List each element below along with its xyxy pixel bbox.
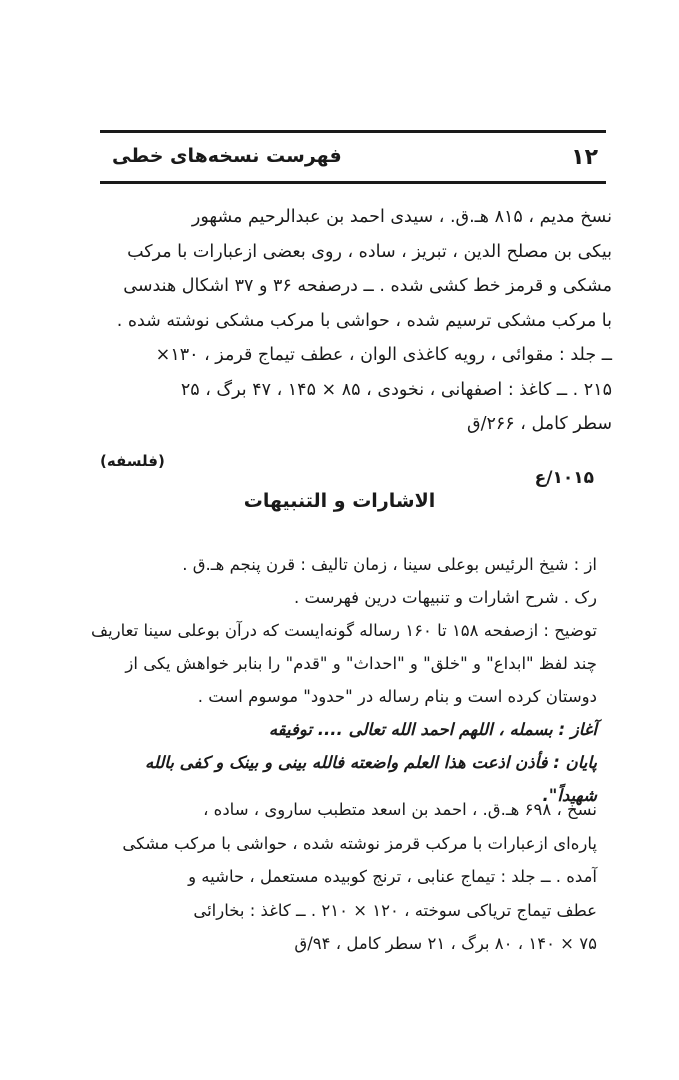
text-line: با مرکب مشکی ترسیم شده ، حواشی با مرکب مشکی نوشته شده . [116,310,612,331]
note-line: چند لفظ "ابداع" و "خلق" و "احداث" و "قدم" را بنابر خواهش یکی از [125,654,597,673]
text-line: ــ جلد : مقوائی ، رویه کاغذی الوان ، عطف تیماج قرمز ، ۱۳۰× [155,345,612,365]
author-line: از : شیخ الرئیس بوعلی سینا ، زمان تالیف : قرن پنجم هـ.ق . [182,555,597,574]
text-line: ۲۱۵ . ــ کاغذ : اصفهانی ، نخودی ، ۸۵ × ۱۴۵ ، ۴۷ برگ ، ۲۵ [180,379,612,400]
explicit-line: شهیداً". [542,786,597,805]
reference-line: رک . شرح اشارات و تنبیهات درین فهرست . [293,588,597,607]
previous-entry-continuation [100,200,612,442]
text-line: سطر کامل ، ۲۶۶/ق [467,414,612,434]
text-line: مشکی و قرمز خط کشی شده . ــ درصفحه ۳۶ و ۳۷ اشکال هندسی [123,276,612,296]
explicit-line: پایان : فأذن اذعت هذا العلم واضعته فالله بینی و بینک و کفی بالله [144,753,597,772]
text-line: عطف تیماج تریاکی سوخته ، ۱۲۰ × ۲۱۰ . ــ کاغذ : بخارائی [193,900,597,920]
copy-details [77,793,597,961]
entry-number: ۱۰۱۵/ع [534,468,594,488]
text-line: آمده . ــ جلد : تیماج عنابی ، ترنج کوبیده مستعمل ، حاشیه و [188,867,597,886]
subject-label: (فلسفه) [100,452,165,470]
page-header [100,130,606,184]
work-title: الاشارات و التنبیهات [243,490,436,512]
note-line: دوستان کرده است و بنام رساله در "حدود" موسوم است . [197,687,597,706]
text-line: بیکی بن مصلح الدین ، تبریز ، ساده ، روی بعضی ازعبارات با مرکب [127,241,612,262]
text-line: پاره‌ای ازعبارات با مرکب قرمز نوشته شده ، حواشی با مرکب مشکی [122,833,597,853]
running-title: فهرست نسخه‌های خطی [112,145,342,167]
entry-description [77,548,597,812]
page-number: ۱۲ [571,145,598,170]
text-line: نسخ ، ۶۹۸ هـ.ق. ، احمد بن اسعد متطبب ساروی ، ساده ، [203,800,597,819]
incipit-line: آغاز : بسمله ، اللهم احمد الله تعالی .... توفیقه [268,720,597,739]
text-line: ۷۵ × ۱۴۰ ، ۸۰ برگ ، ۲۱ سطر کامل ، ۹۴/ق [294,934,597,953]
text-line: نسخ مدیم ، ۸۱۵ هـ.ق. ، سیدی احمد بن عبدالرحیم مشهور [191,207,612,227]
note-line: توضیح : ازصفحه ۱۵۸ تا ۱۶۰ رساله گونه‌ایست که درآن بوعلی سینا تعاریف [90,621,597,640]
